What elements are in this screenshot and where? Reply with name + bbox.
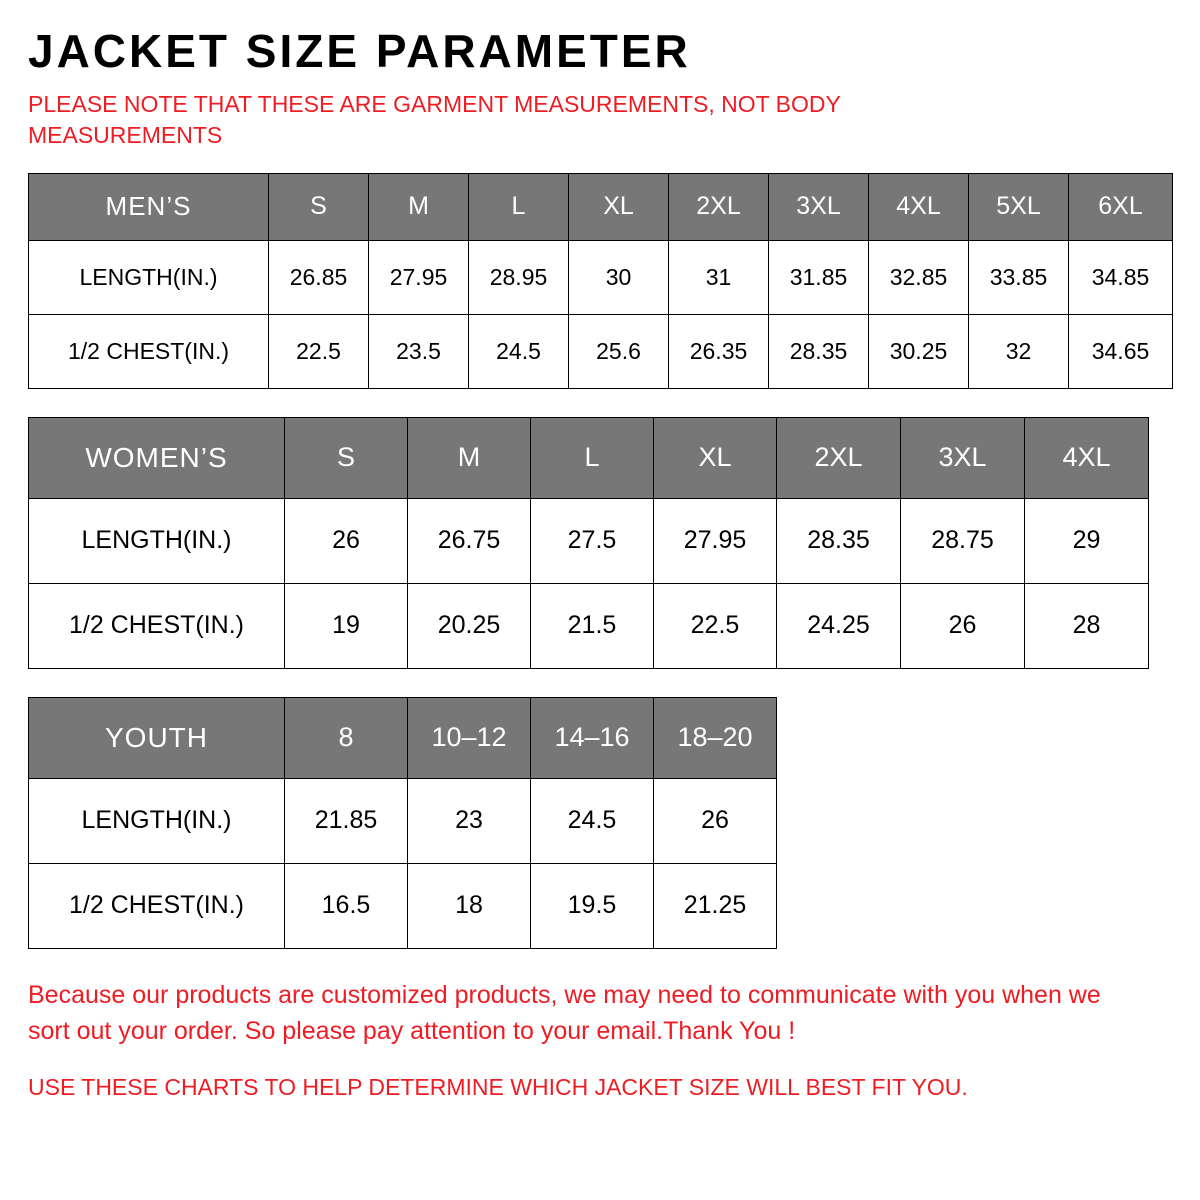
measurement-cell: 26 xyxy=(285,498,408,583)
measurement-cell: 29 xyxy=(1025,498,1149,583)
measurement-cell: 28.75 xyxy=(901,498,1025,583)
measurement-cell: 20.25 xyxy=(408,583,531,668)
size-header-cell: 4XL xyxy=(1025,417,1149,498)
table-row xyxy=(29,314,1173,388)
womens-table-label: WOMEN’S xyxy=(29,417,285,498)
measurement-cell: 27.5 xyxy=(531,498,654,583)
measurement-cell: 28.35 xyxy=(777,498,901,583)
measurement-cell: 30 xyxy=(569,240,669,314)
measurement-cell: 24.25 xyxy=(777,583,901,668)
measurement-cell: 18 xyxy=(408,863,531,948)
table-row xyxy=(29,778,777,863)
table-header-row xyxy=(29,173,1173,240)
measurement-cell: 22.5 xyxy=(654,583,777,668)
table-row xyxy=(29,583,1149,668)
size-header-cell: XL xyxy=(654,417,777,498)
page-title: JACKET SIZE PARAMETER xyxy=(28,25,691,77)
size-header-cell: L xyxy=(469,173,569,240)
row-label: 1/2 CHEST(IN.) xyxy=(29,314,269,388)
row-label: LENGTH(IN.) xyxy=(29,778,285,863)
measurement-cell: 31 xyxy=(669,240,769,314)
measurement-cell: 16.5 xyxy=(285,863,408,948)
chart-usage-note: USE THESE CHARTS TO HELP DETERMINE WHICH JACKET SIZE WILL BEST FIT YOU. xyxy=(28,1074,968,1101)
youth-size-table xyxy=(28,697,777,949)
youth-table-label: YOUTH xyxy=(29,697,285,778)
size-header-cell: XL xyxy=(569,173,669,240)
size-header-cell: S xyxy=(269,173,369,240)
measurement-cell: 28.95 xyxy=(469,240,569,314)
measurement-cell: 19 xyxy=(285,583,408,668)
measurement-cell: 32 xyxy=(969,314,1069,388)
measurement-cell: 26 xyxy=(901,583,1025,668)
measurement-cell: 30.25 xyxy=(869,314,969,388)
table-row xyxy=(29,498,1149,583)
size-header-cell: 2XL xyxy=(669,173,769,240)
measurement-cell: 25.6 xyxy=(569,314,669,388)
measurement-cell: 21.25 xyxy=(654,863,777,948)
measurement-cell: 28 xyxy=(1025,583,1149,668)
size-header-cell: M xyxy=(408,417,531,498)
measurement-cell: 26 xyxy=(654,778,777,863)
measurement-cell: 24.5 xyxy=(531,778,654,863)
mens-size-table xyxy=(28,173,1173,389)
table-row xyxy=(29,863,777,948)
table-header-row xyxy=(29,697,777,778)
measurement-cell: 28.35 xyxy=(769,314,869,388)
measurement-cell: 34.65 xyxy=(1069,314,1173,388)
row-label: 1/2 CHEST(IN.) xyxy=(29,863,285,948)
measurement-cell: 23.5 xyxy=(369,314,469,388)
measurement-cell: 27.95 xyxy=(654,498,777,583)
measurement-cell: 27.95 xyxy=(369,240,469,314)
measurement-cell: 26.75 xyxy=(408,498,531,583)
size-header-cell: 3XL xyxy=(769,173,869,240)
measurement-cell: 32.85 xyxy=(869,240,969,314)
customization-note: Because our products are customized products, we may need to communicate with you when we sort out your order. So please pay attention to your email.Thank You ! xyxy=(28,980,1101,1045)
table-header-row xyxy=(29,417,1149,498)
row-label: LENGTH(IN.) xyxy=(29,498,285,583)
size-header-cell: S xyxy=(285,417,408,498)
size-header-cell: 6XL xyxy=(1069,173,1173,240)
measurement-cell: 21.85 xyxy=(285,778,408,863)
size-header-cell: 4XL xyxy=(869,173,969,240)
measurement-cell: 31.85 xyxy=(769,240,869,314)
size-header-cell: 18–20 xyxy=(654,697,777,778)
garment-measurement-note: PLEASE NOTE THAT THESE ARE GARMENT MEASUREMENTS, NOT BODY MEASUREMENTS xyxy=(28,90,841,148)
measurement-cell: 19.5 xyxy=(531,863,654,948)
row-label: LENGTH(IN.) xyxy=(29,240,269,314)
womens-size-table xyxy=(28,417,1149,669)
size-header-cell: 2XL xyxy=(777,417,901,498)
measurement-cell: 33.85 xyxy=(969,240,1069,314)
size-header-cell: 14–16 xyxy=(531,697,654,778)
measurement-cell: 23 xyxy=(408,778,531,863)
measurement-cell: 34.85 xyxy=(1069,240,1173,314)
table-row xyxy=(29,240,1173,314)
size-header-cell: 5XL xyxy=(969,173,1069,240)
measurement-cell: 21.5 xyxy=(531,583,654,668)
measurement-cell: 22.5 xyxy=(269,314,369,388)
size-header-cell: 3XL xyxy=(901,417,1025,498)
size-header-cell: L xyxy=(531,417,654,498)
size-header-cell: 8 xyxy=(285,697,408,778)
measurement-cell: 26.35 xyxy=(669,314,769,388)
measurement-cell: 24.5 xyxy=(469,314,569,388)
measurement-cell: 26.85 xyxy=(269,240,369,314)
mens-table-label: MEN’S xyxy=(29,173,269,240)
size-header-cell: M xyxy=(369,173,469,240)
row-label: 1/2 CHEST(IN.) xyxy=(29,583,285,668)
size-header-cell: 10–12 xyxy=(408,697,531,778)
